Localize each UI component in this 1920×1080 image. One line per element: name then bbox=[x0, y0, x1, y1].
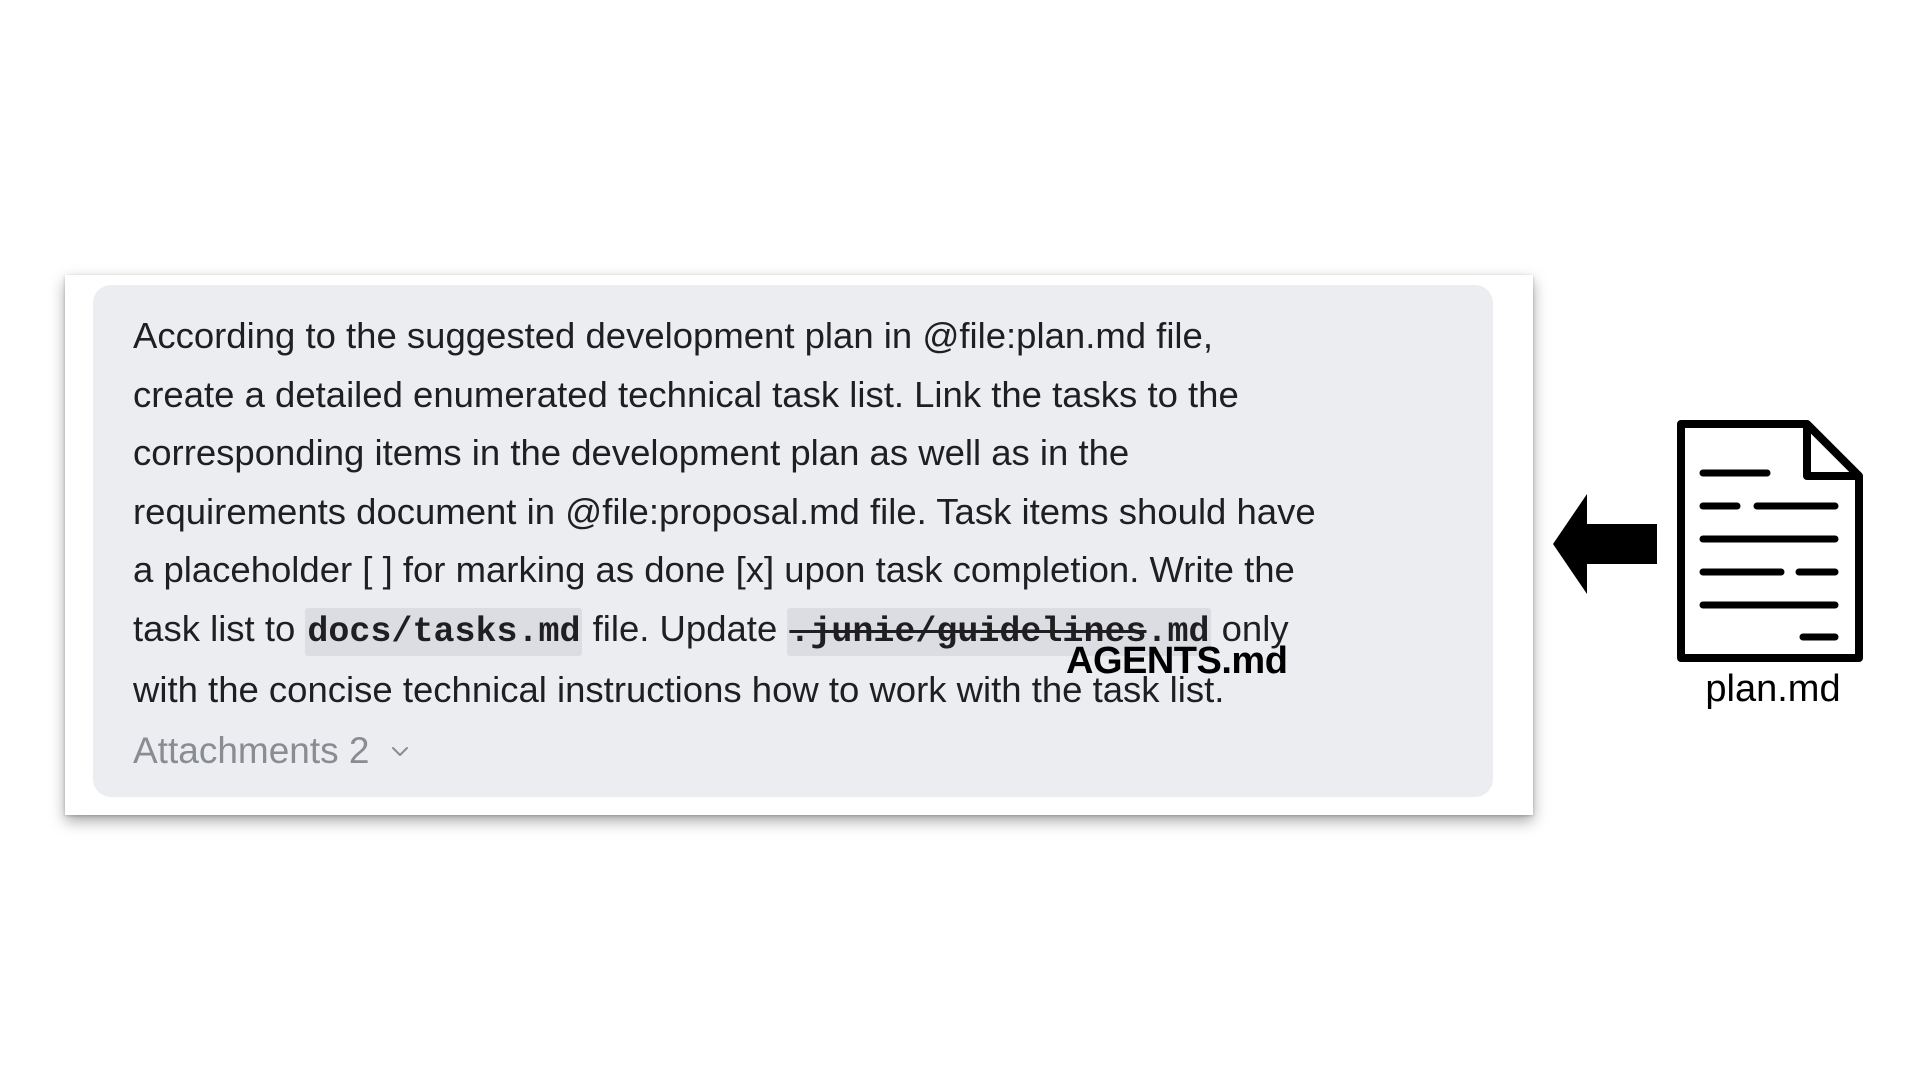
prompt-line-6-suffix: only bbox=[1211, 607, 1289, 649]
prompt-line-4: requirements document in @file:proposal.md file. Task items should have bbox=[133, 490, 1316, 532]
prompt-line-6-prefix: task list to bbox=[133, 607, 306, 649]
arrow-left-icon bbox=[1553, 494, 1657, 594]
prompt-line-7: with the concise technical instructions how to work with the task list. bbox=[133, 669, 1225, 710]
document-icon bbox=[1675, 418, 1865, 664]
prompt-line-2: create a detailed enumerated technical task list. Link the tasks to the bbox=[133, 373, 1239, 415]
user-message-bubble bbox=[93, 285, 1493, 797]
chevron-down-icon bbox=[390, 741, 410, 761]
document-label: plan.md bbox=[1705, 668, 1841, 710]
prompt-line-5: a placeholder [ ] for marking as done [x] upon task completion. Write the bbox=[133, 549, 1295, 590]
struck-guidelines-path: .junie/guidelines bbox=[789, 611, 1147, 652]
prompt-text bbox=[133, 307, 1473, 720]
code-tasks-path: docs/tasks.md bbox=[305, 608, 582, 656]
prompt-line-6-mid: file. Update bbox=[582, 607, 788, 649]
chat-message-card bbox=[65, 275, 1533, 815]
attachments-toggle[interactable] bbox=[133, 730, 1453, 772]
attachments-label: Attachments 2 bbox=[133, 729, 370, 771]
agents-md-replacement-label: AGENTS.md bbox=[1066, 640, 1288, 682]
prompt-line-3: corresponding items in the development plan as well as in the bbox=[133, 432, 1130, 473]
prompt-line-1: According to the suggested development plan in @file:plan.md file, bbox=[133, 315, 1213, 356]
guidelines-extension: .md bbox=[1146, 611, 1210, 652]
